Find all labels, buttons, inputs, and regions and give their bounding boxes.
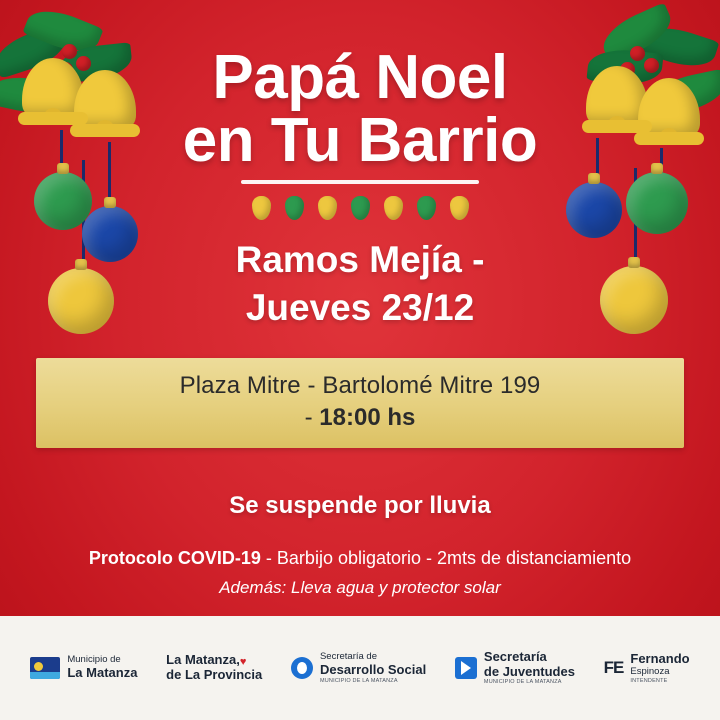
- logo-line-3: INTENDENTE: [630, 677, 668, 684]
- logo-line-3: MUNICIPIO DE LA MATANZA: [319, 677, 398, 684]
- person-circle-icon: [291, 657, 313, 679]
- logo-text: [67, 655, 137, 680]
- logo-municipio-la-matanza: [30, 655, 137, 680]
- logo-text: [630, 652, 689, 683]
- protocol-notice: [0, 545, 720, 601]
- event-location-date: [0, 236, 720, 331]
- logo-line-2: de La Provincia: [166, 667, 263, 683]
- logo-line-2: Espinoza: [630, 665, 670, 677]
- logo-line-1: Municipio de: [67, 654, 121, 666]
- logo-line-2: de Juventudes: [483, 663, 575, 679]
- venue-time: 18:00 hs: [319, 404, 416, 431]
- date-line: Jueves 23/12: [245, 286, 475, 328]
- time-dash: -: [304, 404, 313, 431]
- logo-line-1-text: La Matanza,: [166, 652, 240, 668]
- logo-juventudes: [455, 650, 575, 685]
- logo-line-3: MUNICIPIO DE LA MATANZA: [483, 679, 562, 686]
- protocol-detail: - Barbijo obligatorio - 2mts de distanciamiento: [260, 548, 632, 568]
- logo-line-1: Fernando: [630, 651, 690, 667]
- logo-line-2: Desarrollo Social: [319, 661, 427, 677]
- fe-monogram-icon: FE: [603, 657, 624, 677]
- play-square-icon: [455, 657, 477, 679]
- logo-desarrollo-social: [291, 652, 426, 683]
- logo-line-1: Secretaría de: [319, 651, 378, 663]
- protocol-extra: Además: Lleva agua y protector solar: [219, 578, 501, 597]
- title-underline: [241, 180, 479, 184]
- title-line-1: Papá Noel: [212, 43, 508, 112]
- footer-logo-bar: [0, 616, 720, 720]
- protocol-label: Protocolo COVID-19: [88, 548, 261, 568]
- logo-la-matanza-provincia: [166, 653, 262, 683]
- logo-line-1: Secretaría: [483, 649, 547, 665]
- rain-notice: Se suspende por lluvia: [229, 492, 491, 519]
- protocol-line: [0, 545, 720, 572]
- logo-text: [484, 650, 575, 685]
- logo-line-1: [166, 653, 262, 668]
- logo-fernando-espinoza: [604, 652, 690, 683]
- municipio-shield-icon: [30, 657, 60, 679]
- logo-text: [166, 653, 262, 683]
- logo-text: [320, 652, 426, 683]
- venue-address: Plaza Mitre - Bartolomé Mitre 199: [179, 372, 541, 399]
- location-line: Ramos Mejía -: [235, 239, 485, 281]
- heart-icon: ♥: [239, 656, 247, 669]
- title-line-2: en Tu Barrio: [182, 106, 538, 176]
- venue-time-row: [46, 404, 674, 432]
- page-title: [0, 0, 720, 176]
- logo-line-2: La Matanza: [67, 665, 138, 681]
- venue-band: [36, 358, 684, 448]
